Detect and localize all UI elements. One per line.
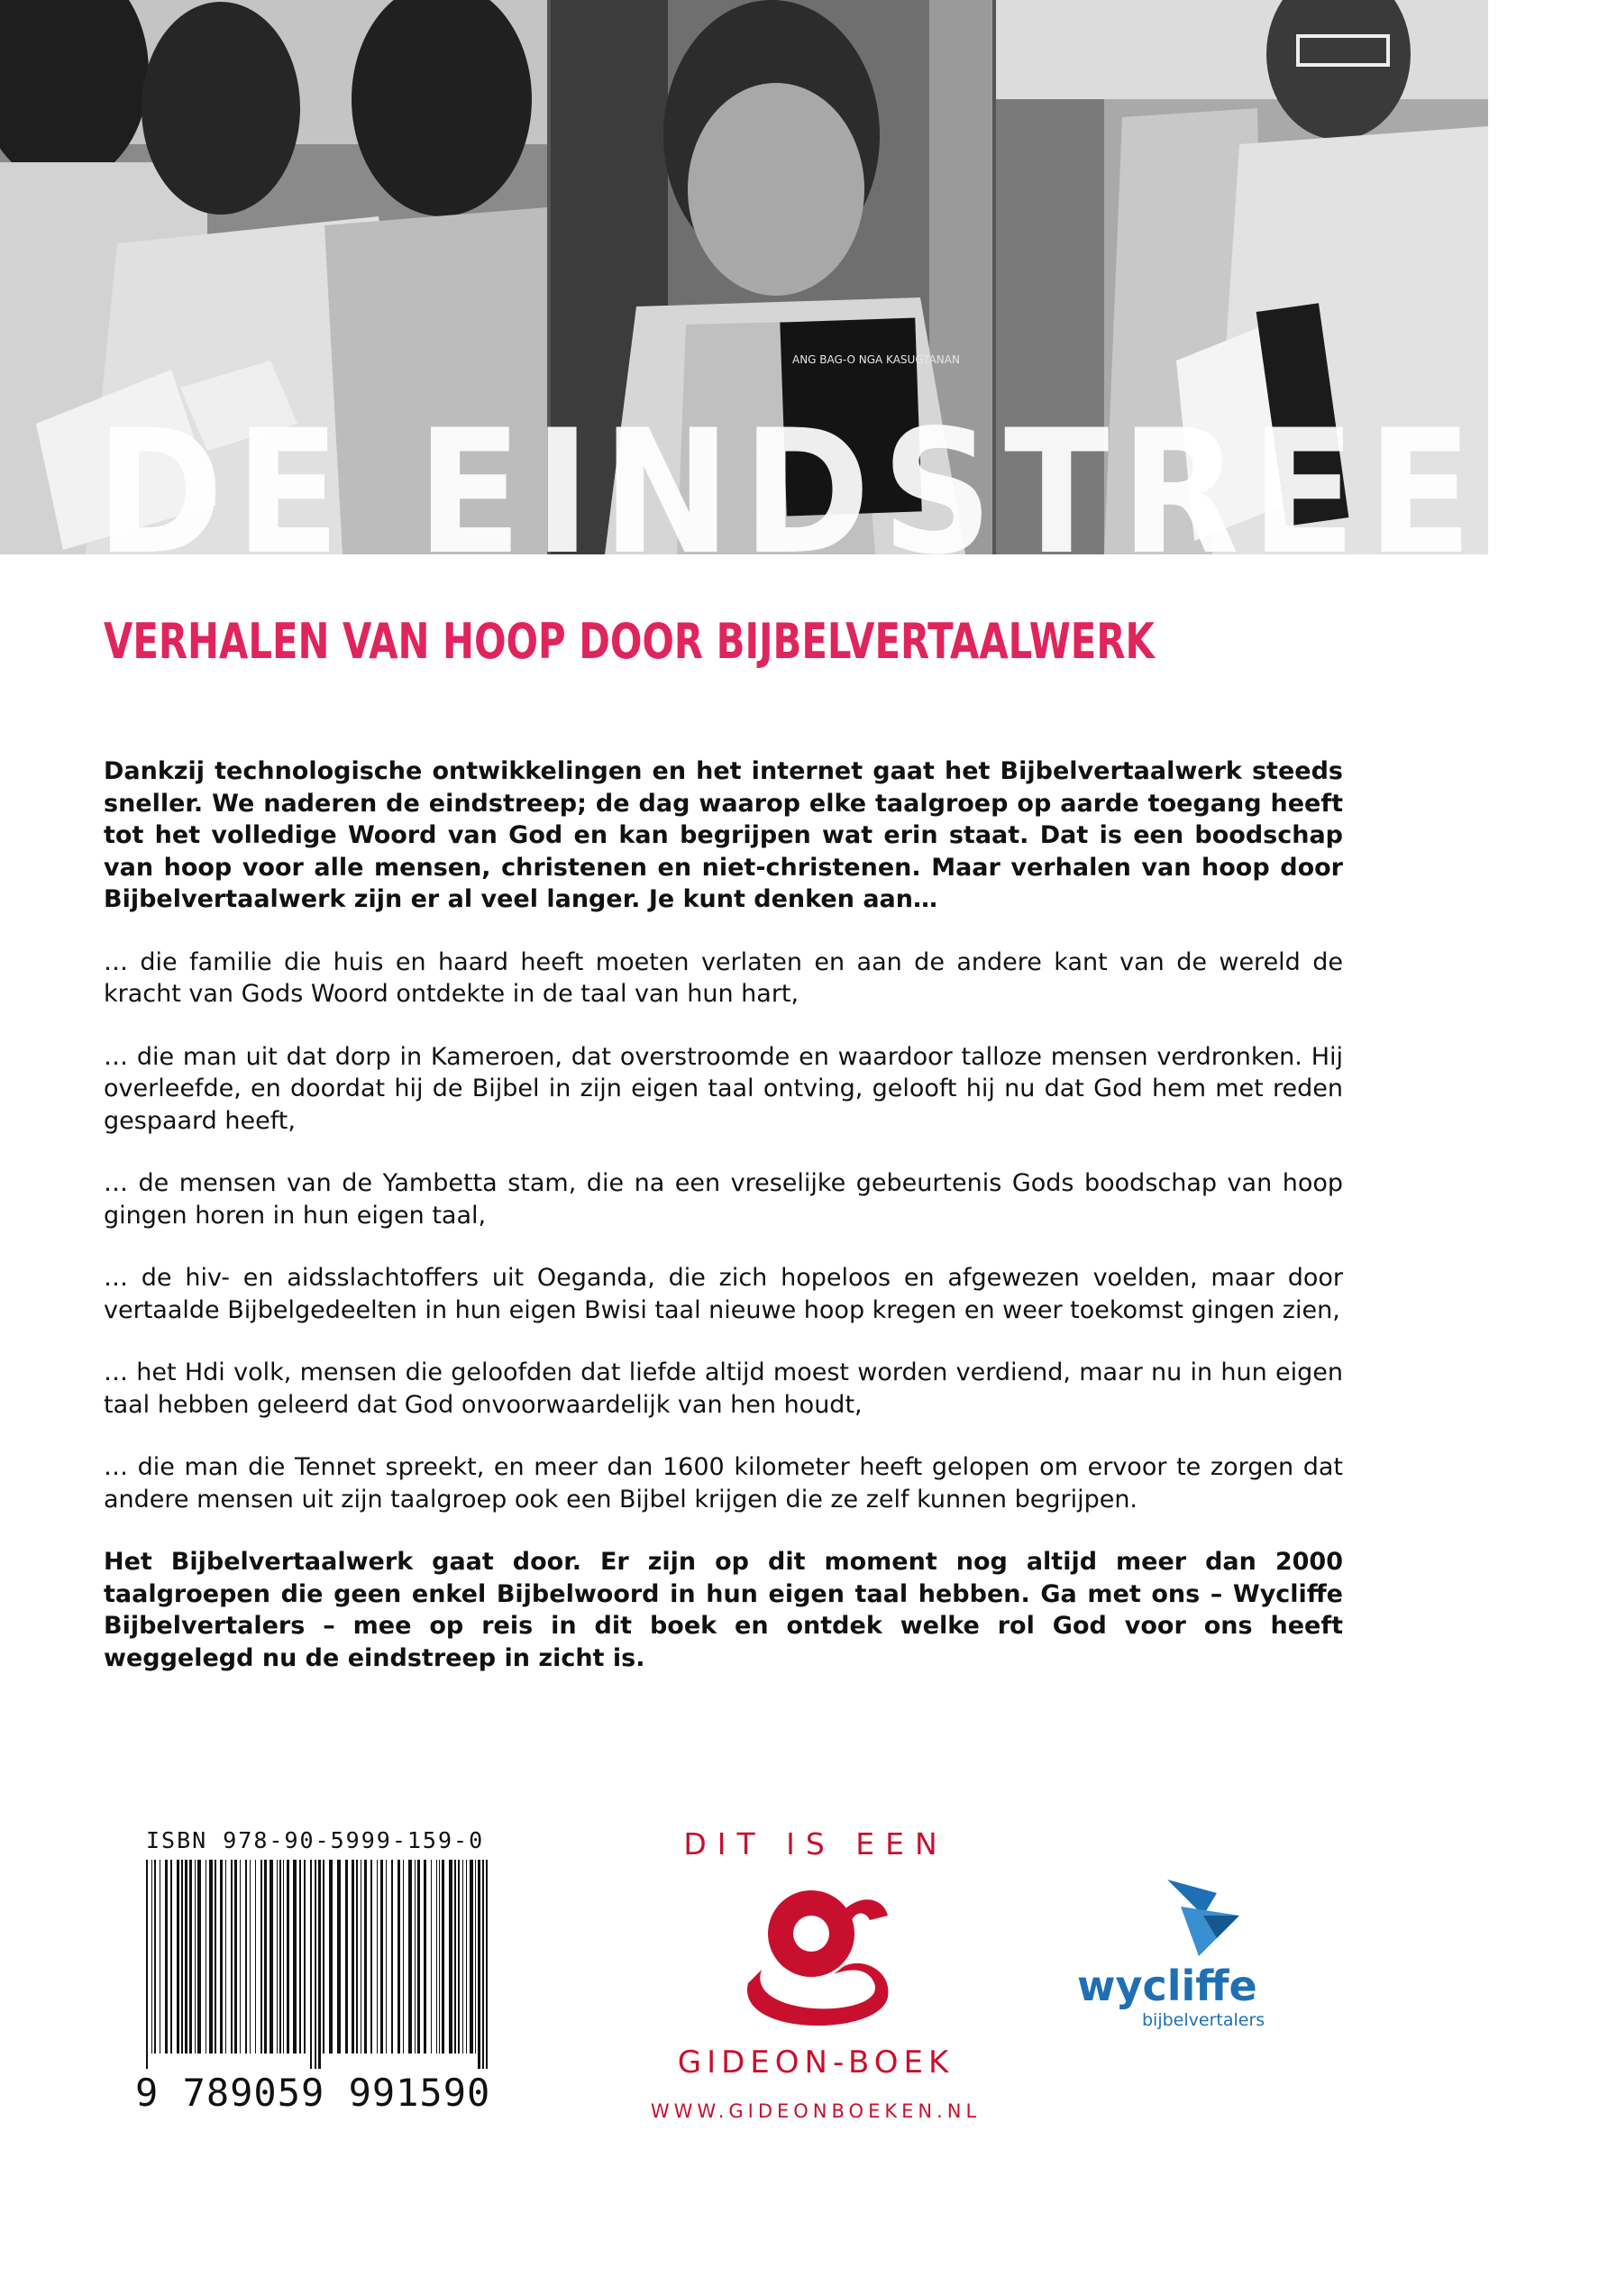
barcode-bar xyxy=(466,1860,467,2054)
barcode-bar xyxy=(293,1860,297,2054)
isbn-label: ISBN 978-90-5999-159-0 xyxy=(146,1827,485,1853)
barcode-bar xyxy=(415,1860,416,2054)
isbn-barcode xyxy=(135,1827,496,2125)
barcode-bar xyxy=(151,1860,152,2054)
barcode-bar xyxy=(189,1860,192,2054)
blurb-intro: Dankzij technologische ontwikkelingen en het internet gaat het Bijbelvertaalwerk steeds sneller. We naderen de eindstreep; de dag waarop elke taalgroep op aarde toegang heeft tot het volledige Woord van God en kan begrijpen wat erin staat. Dat is een boodschap van hoop voor alle mensen, christenen en niet-christenen. Maar verhalen van hoop door Bijbelvertaalwerk zijn er al veel langer. Je kunt denken aan… xyxy=(104,757,1343,913)
barcode-bar xyxy=(287,1860,289,2054)
barcode-bar xyxy=(245,1860,247,2054)
barcode-bar xyxy=(165,1860,168,2054)
barcode-bar xyxy=(391,1860,393,2054)
barcode-bar xyxy=(260,1860,262,2054)
barcode-bar xyxy=(315,1860,316,2069)
wycliffe-arrow-icon xyxy=(1163,1875,1244,1961)
barcode-bar xyxy=(234,1860,237,2054)
barcode-bar xyxy=(215,1860,216,2054)
barcode-bar xyxy=(264,1860,267,2054)
barcode-bar xyxy=(170,1860,172,2054)
barcode-bar xyxy=(345,1860,348,2054)
gideon-tagline: DIT IS EEN xyxy=(683,1826,948,1861)
barcode-bar xyxy=(478,1860,480,2069)
barcode-bar xyxy=(299,1860,301,2054)
blurb-paragraph: … de hiv- en aidsslachtoffers uit Oeganda, die zich hopeloos en afgewezen voelden, maar door vertaalde Bijbelgedeelten in hun eigen Bwisi taal nieuwe hoop kregen en weer toekomst gingen zien, xyxy=(104,1264,1343,1324)
barcode-bar xyxy=(197,1860,201,2054)
barcode-bar xyxy=(436,1860,437,2054)
barcode-bar xyxy=(475,1860,476,2054)
blurb-paragraph: … die familie die huis en haard heeft moeten verlaten en aan de andere kant van de wereld de kracht van Gods Woord ontdekte in de taal van hun hart, xyxy=(104,947,1343,1008)
barcode-bar xyxy=(403,1860,404,2054)
blurb-closing: Het Bijbelvertaalwerk gaat door. Er zijn op dit moment nog altijd meer dan 2000 taalgroepen die geen enkel Bijbelwoord in hun eigen taal hebben. Ga met ons – Wycliffe Bijbelvertalers – mee op reis in dit boek en ontdek welke rol God voor ons heeft weggelegd nu de eindstreep in zicht is. xyxy=(104,1548,1343,1672)
barcode-bars xyxy=(144,1860,491,2069)
barcode-bar xyxy=(329,1860,333,2054)
barcode-bar xyxy=(240,1860,241,2054)
barcode-bar xyxy=(380,1860,383,2054)
ean-digits: 9 789059 991590 xyxy=(135,2071,491,2115)
barcode-bar xyxy=(439,1860,440,2054)
wycliffe-sub: bijbelvertalers xyxy=(1142,2010,1265,2030)
barcode-bar xyxy=(323,1860,324,2054)
barcode-bar xyxy=(424,1860,426,2054)
barcode-bar xyxy=(370,1860,372,2054)
barcode-bar xyxy=(397,1860,400,2054)
blurb-paragraph: … de mensen van de Yambetta stam, die na een vreselijke gebeurtenis Gods boodschap van hoop gingen horen in hun eigen taal, xyxy=(104,1169,1343,1230)
barcode-bar xyxy=(462,1860,463,2054)
barcode-bar xyxy=(177,1860,179,2054)
barcode-bar xyxy=(352,1860,354,2054)
gideon-g-icon xyxy=(726,1884,906,2037)
barcode-bar xyxy=(154,1860,156,2054)
barcode-bar xyxy=(364,1860,367,2054)
blurb-paragraph: … het Hdi volk, mensen die geloofden dat liefde altijd moest worden verdiend, maar nu in hun eigen taal hebben geleerd dat God onvoorwaardelijk van hen houdt, xyxy=(104,1358,1343,1419)
barcode-bar xyxy=(408,1860,412,2054)
barcode-bar xyxy=(279,1860,281,2054)
barcode-bar xyxy=(386,1860,387,2054)
barcode-bar xyxy=(255,1860,256,2054)
barcode-bar xyxy=(377,1860,378,2054)
barcode-bar xyxy=(442,1860,444,2054)
cover-subtitle: VERHALEN VAN HOOP DOOR BIJBELVERTAALWERK xyxy=(104,613,1155,670)
barcode-bar xyxy=(458,1860,460,2054)
barcode-bar xyxy=(181,1860,183,2054)
barcode-bar xyxy=(431,1860,432,2054)
barcode-bar xyxy=(146,1860,148,2069)
barcode-bar xyxy=(195,1860,196,2054)
barcode-bar xyxy=(225,1860,226,2054)
barcode-bar xyxy=(417,1860,420,2054)
gideon-logo xyxy=(613,1821,1019,2136)
barcode-bar xyxy=(470,1860,473,2054)
barcode-bar xyxy=(185,1860,187,2054)
barcode-bar xyxy=(277,1860,278,2054)
blurb-paragraph: … die man uit dat dorp in Kameroen, dat overstroomde en waardoor talloze mensen verdronken. Hij overleefde, en doordat hij de Bijbel in zijn eigen taal ontving, gelooft hij nu dat God hem met reden gespaard heeft, xyxy=(104,1042,1343,1135)
gideon-name: GIDEON-BOEK xyxy=(677,2044,955,2081)
cover-title: DE EINDSTREEP xyxy=(96,393,1608,592)
barcode-bar xyxy=(310,1860,312,2069)
wycliffe-logo xyxy=(1077,1875,1302,2037)
blurb-paragraph: … die man die Tennet spreekt, en meer dan 1600 kilometer heeft gelopen om ervoor te zorgen dat andere mensen uit zijn taalgroep ook een Bijbel krijgen die ze zelf kunnen begrijpen. xyxy=(104,1453,1343,1514)
gideon-url: WWW.GIDEONBOEKEN.NL xyxy=(650,2100,982,2122)
barcode-bar xyxy=(220,1860,223,2054)
blurb-text xyxy=(104,755,1343,1674)
barcode-bar xyxy=(304,1860,306,2054)
barcode-bar xyxy=(486,1860,488,2069)
barcode-bar xyxy=(449,1860,452,2054)
barcode-bar xyxy=(482,1860,484,2069)
book-text-center: ANG BAG-O NGA KASUGTANAN xyxy=(792,353,960,366)
wycliffe-name: wycliffe xyxy=(1077,1962,1257,2010)
barcode-bar xyxy=(209,1860,213,2054)
barcode-bar xyxy=(356,1860,358,2054)
barcode-bar xyxy=(270,1860,273,2054)
barcode-bar xyxy=(318,1860,321,2069)
barcode-bar xyxy=(337,1860,341,2054)
barcode-bar xyxy=(231,1860,233,2054)
barcode-bar xyxy=(454,1860,456,2054)
barcode-bar xyxy=(250,1860,251,2054)
barcode-bar xyxy=(283,1860,284,2054)
cover-photo-strip xyxy=(0,0,1608,592)
